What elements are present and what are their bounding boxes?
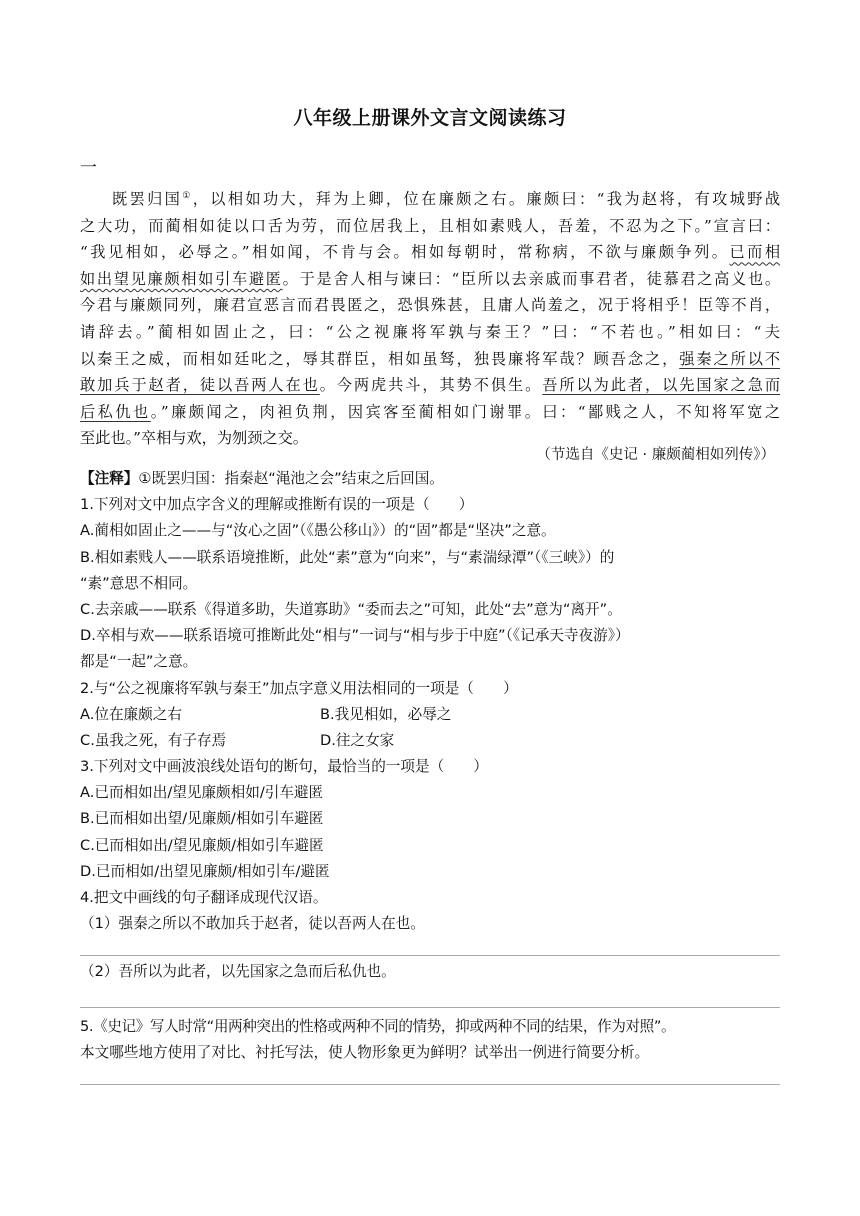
question-3-option-b: B.已而相如出望/见廉颇/相如引车避匿 [80, 810, 324, 828]
underlined-sentence: 吾所以为此者，以先国家之急而 [542, 376, 781, 395]
question-2-option-a: A.位在廉颇之右 [80, 705, 182, 723]
question-1-option-d: D.卒相与欢——联系语境可推断此处“相与”一词与“相与步于中庭”（《记承天寺夜游》） [80, 627, 630, 645]
passage-line: 至此也。”卒相与欢，为刎颈之交。 [80, 429, 308, 448]
question-2-option-d: D.往之女家 [320, 731, 395, 749]
question-1-option-b: B.相如素贱人——联系语境推断，此处“素”意为“向来”，与“素湍绿潭”（《三峡》）的 [80, 548, 615, 566]
answer-line[interactable] [80, 1084, 780, 1085]
passage-line: 请辞去。”蔺相如固止之，曰：“公之视廉将军孰与秦王？”曰：“不若也。”相如曰：“夫 [80, 323, 780, 342]
wavy-underlined-text: 已而相 [729, 243, 781, 262]
question-2-option-b: B.我见相如，必辱之 [320, 705, 452, 723]
question-1-option-b-cont: “素”意思不相同。 [80, 574, 198, 592]
passage-line: 既罢归国①，以相如功大，拜为上卿，位在廉颇之右。廉颇曰：“我为赵将，有攻城野战 [112, 190, 781, 209]
question-3-stem: 3.下列对文中画波浪线处语句的断句，最恰当的一项是（ ） [80, 758, 488, 776]
annotation-note: 【注释】①既罢归国：指秦赵“渑池之会”结束之后回国。 [80, 470, 444, 487]
question-1-stem: 1.下列对文中加点字含义的理解或推断有误的一项是（ ） [80, 496, 474, 514]
wavy-underlined-text: 如出望见廉颇相如引车避匿 [80, 269, 283, 288]
underlined-sentence: 敢加兵于赵者，徒以吾两人在也 [80, 376, 320, 395]
question-2-stem: 2.与“公之视廉将军孰与秦王”加点字意义用法相同的一项是（ ） [80, 679, 518, 697]
passage-line: 以秦王之威，而相如廷叱之，辱其群臣，相如虽驽，独畏廉将军哉？顾吾念之，强秦之所以不 [80, 349, 781, 368]
question-5-line-1: 5.《史记》写人时常“用两种突出的性格或两种不同的情势，抑或两种不同的结果，作为对照”。 [80, 1018, 676, 1035]
questions [80, 466, 780, 937]
passage-line: 后私仇也。”廉颇闻之，肉袒负荆，因宾客至蔺相如门谢罪。曰：“鄙贱之人，不知将军宽之 [80, 402, 781, 421]
question-4-sentence-1: （1）强秦之所以不敢加兵于赵者，徒以吾两人在也。 [80, 915, 425, 933]
question-2-option-c: C.虽我之死，有子存焉 [80, 731, 227, 749]
question-2-options-cd [80, 728, 780, 754]
underlined-sentence: 后私仇也 [80, 402, 151, 421]
passage-source: （节选自《史记 · 廉颇蔺相如列传》） [536, 447, 775, 463]
passage-line: 如出望见廉颇相如引车避匿。于是舍人相与谏曰：“臣所以去亲戚而事君者，徒慕君之高义也。 [80, 269, 781, 288]
section-number: 一 [80, 158, 97, 178]
question-5 [80, 1014, 780, 1066]
question-4-sentence-2: （2）吾所以为此者，以先国家之急而后私仇也。 [80, 963, 396, 980]
question-1-option-a: A.蔺相如固止之——与“汝心之固”（《愚公移山》）的“固”都是“坚决”之意。 [80, 522, 556, 540]
question-3-option-a: A.已而相如出/望见廉颇相如/引车避匿 [80, 784, 324, 802]
passage-line: 敢加兵于赵者，徒以吾两人在也。今两虎共斗，其势不俱生。吾所以为此者，以先国家之急而 [80, 376, 781, 395]
question-3-option-d: D.已而相如/出望见廉颇/相如引车/避匿 [80, 862, 330, 880]
question-1-option-c: C.去亲戚——联系《得道多助，失道寡助》“委而去之”可知，此处“去”意为“离开”。 [80, 600, 622, 618]
question-1-option-d-cont: 都是“一起”之意。 [80, 653, 198, 671]
answer-line[interactable] [80, 1007, 780, 1008]
passage-line: “我见相如，必辱之。”相如闻，不肯与会。相如每朝时，常称病，不欲与廉颇争列。已而相 [80, 243, 781, 262]
passage-line: 之大功，而蔺相如徒以口舌为劳，而位居我上，且相如素贱人，吾羞，不忍为之下。”宣言曰： [80, 216, 780, 235]
question-2-options-ab [80, 702, 780, 728]
footnote-marker: ① [182, 191, 193, 201]
question-3-option-c: C.已而相如出/望见廉颇/相如引车避匿 [80, 836, 324, 854]
question-5-line-2: 本文哪些地方使用了对比、衬托写法，使人物形象更为鲜明？试举出一例进行简要分析。 [80, 1044, 650, 1062]
underlined-sentence: 强秦之所以不 [679, 349, 781, 368]
passage-line: 今君与廉颇同列，廉君宣恶言而君畏匿之，恐惧殊甚，且庸人尚羞之，况于将相乎！臣等不肖， [80, 296, 780, 315]
classical-passage [80, 183, 780, 452]
question-4-part-2 [80, 959, 780, 985]
question-4-stem: 4.把文中画线的句子翻译成现代汉语。 [80, 889, 328, 906]
page-title: 八年级上册课外文言文阅读练习 [293, 107, 567, 129]
answer-line[interactable] [80, 955, 780, 956]
